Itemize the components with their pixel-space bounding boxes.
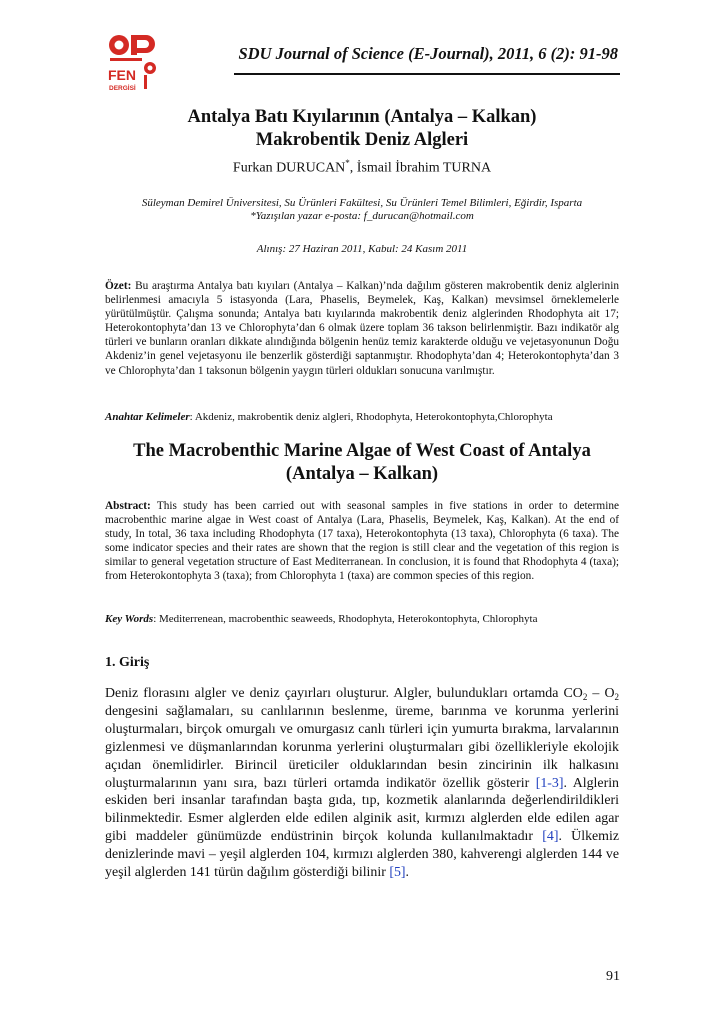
received-accepted-dates: Alınış: 27 Haziran 2011, Kabul: 24 Kasım 2011 <box>256 243 468 255</box>
citation-link-1-3[interactable]: [1-3] <box>535 775 564 791</box>
title-tr-line2: Makrobentik Deniz Algleri <box>255 130 469 150</box>
title-en-line2: (Antalya – Kalkan) <box>285 464 439 484</box>
body-text: . <box>405 865 410 881</box>
ozet-paragraph <box>105 279 619 378</box>
subscript: 2 <box>582 692 588 702</box>
paper-title-english <box>100 440 624 486</box>
anahtar-text: : Akdeniz, makrobentik deniz algleri, Rhodophyta, Heterokontophyta,Chlorophyta <box>189 411 553 423</box>
svg-text:DERGİSİ: DERGİSİ <box>109 85 136 92</box>
ozet-label: Özet: <box>105 280 132 292</box>
body-text: dengesini sağlamaları, su canlılarının beslenme, üreme, barınma ve korunma yerlerini oluşturmaları, birçok omurgalı ve omurgasız canlı türleri için yumurta bırakma, larvalarının gizlenmesi ve düşmanlarından korunma yerlerini oluşturmaları gibi özellikleriyle ekolojik açıdan önemlidirler. Birincil üreticiler olduklarından besin zincirinin ilk halkasını oluşturmalarının yanı sıra, bazı türleri ortamda indikatör özellik gösterir <box>105 703 619 791</box>
citation-link-4[interactable]: [4] <box>542 829 559 845</box>
title-tr-line1: Antalya Batı Kıyılarının (Antalya – Kalkan) <box>187 107 537 127</box>
keywords-label: Key Words <box>105 613 154 625</box>
subscript: 2 <box>614 692 619 702</box>
body-text: – O <box>587 686 615 701</box>
citation-link-5[interactable]: [5] <box>389 865 406 881</box>
abstract-text: This study has been carried out with seasonal samples in five stations in order to determine macrobenthic marine algae in West coast of Antalya (Lara, Phaselis, Beymelek, Kaş, Kalkan). At the end of study, In total, 36 taxa including Rhodophyta (17 taxa), Heterokontophyta (13 taxa), Chlorophyta (6 taxa). The some indicator species and their rates are shown that the region is still clear and the vegetation of this region is similar to general vegetation structure of East Mediterranean. In conclusion, it is found that Rhodophyta 4 (taxa); from Heterokontophyta 3 (taxa); from Chlorophyta 1 (taxa) are common species of this region. <box>105 500 619 583</box>
journal-header: SDU Journal of Science (E-Journal), 2011, 6 (2): 91-98 <box>238 44 618 63</box>
fen-dergisi-logo <box>106 33 162 93</box>
anahtar-label: Anahtar Kelimeler <box>105 411 190 423</box>
paper-title-turkish <box>100 106 624 152</box>
page-number: 91 <box>606 969 620 984</box>
correspondence-line: *Yazışılan yazar e-posta: f_durucan@hotmail.com <box>250 210 474 222</box>
key-words <box>105 613 625 625</box>
body-text: Deniz florasını algler ve deniz çayırları oluşturur. Algler, bulundukları ortamda CO <box>105 686 583 701</box>
section-heading-giris: 1. Giriş <box>105 655 150 670</box>
abstract-label: Abstract: <box>105 500 151 512</box>
authors <box>100 158 624 177</box>
ozet-text: Bu araştırma Antalya batı kıyıları (Antalya – Kalkan)’nda dağılım gösteren makrobentik deniz alglerinin belirlenmesi amacıyla 5 istasyonda (Lara, Phaselis, Beymelek, Kaş, Kalkan) mevsimsel örneklemelerle yürütülmüştür. Çalışma sonunda; Antalya batı kıyılarında makrobentik deniz alglerinden Rhodophyta ait 17; Heterokontophyta’dan 13 ve Chlorophyta’dan 6 olmak üzere toplam 36 takson belirlenmiştir. Bazı indikatör alg türleri ve bunların oranları dikkate alındığında bölgenin henüz temiz karakterde olduğu ve vejetasyonunun Doğu Akdeniz’in genel vejetasyonu ile benzerlik gösterdiği saptanmıştır. Rhodophyta’dan 4; Heterokontophyta’dan 3 ve Chlorophyta’dan 1 taksonun bölgenin yaygın türleri oldukları sonucuna varılmıştır. <box>105 280 619 377</box>
giris-paragraph <box>105 685 619 882</box>
title-en-line1: The Macrobenthic Marine Algae of West Coast of Antalya <box>133 441 591 461</box>
affiliation <box>100 197 624 223</box>
svg-text:FEN: FEN <box>108 67 136 83</box>
abstract-paragraph <box>105 499 619 584</box>
anahtar-kelimeler <box>105 411 625 423</box>
keywords-text: : Mediterrenean, macrobenthic seaweeds, Rhodophyta, Heterokontophyta, Chlorophyta <box>153 613 538 625</box>
author-rest: , İsmail İbrahim TURNA <box>349 160 492 176</box>
affiliation-line: Süleyman Demirel Üniversitesi, Su Ürünleri Fakültesi, Su Ürünleri Temel Bilimleri, Eğirdir, Isparta <box>141 197 583 209</box>
header-rule <box>234 73 620 75</box>
author1: Furkan DURUCAN <box>232 160 346 176</box>
body-text: . Ülkemiz denizlerinde mavi – yeşil alglerden 104, kırmızı alglerden 380, kahverengi alglerden 144 ve yeşil alglerden 141 türün dağılım gösterdiği bilinir <box>105 829 620 881</box>
corresponding-mark: * <box>345 158 350 168</box>
body-text: . Alglerin eskiden beri insanlar tarafından başta gıda, tıp, kozmetik alanlarında değerlendirildikleri bilinmektedir. Esmer alglerden elde edilen alginik asit, kırmızı alglerden elde edilen agar gibi maddeler günümüzde endüstrinin birçok kolunda kullanılmaktadır <box>105 775 619 845</box>
